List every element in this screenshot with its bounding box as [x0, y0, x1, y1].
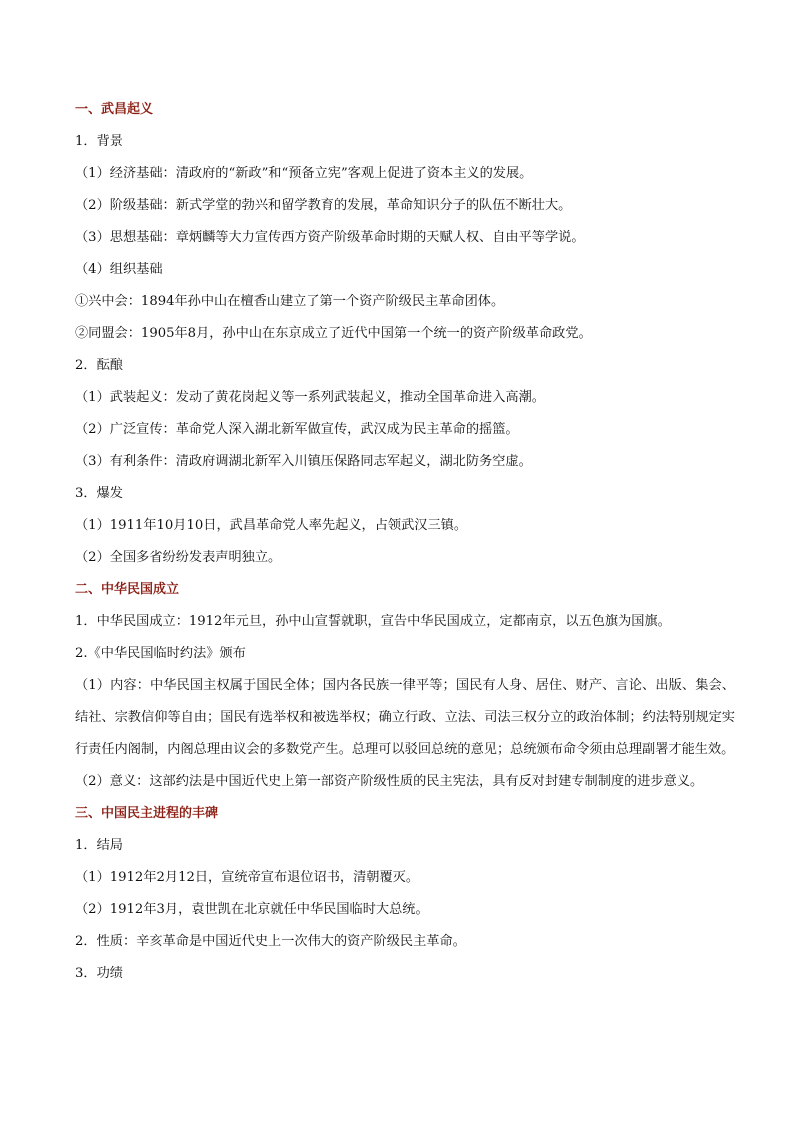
- text-line: （4）组织基础: [75, 262, 163, 277]
- text-line: （1）经济基础：清政府的“新政”和“预备立宪”客观上促进了资本主义的发展。: [75, 166, 533, 181]
- subheading-background: 1．背景: [75, 134, 123, 149]
- text-line: （1）1912年2月12日，宣统帝宣布退位诏书，清朝覆灭。: [75, 870, 420, 885]
- text-line: （3）思想基础：章炳麟等大力宣传西方资产阶级革命时期的天赋人权、自由平等学说。: [75, 230, 585, 245]
- text-line: （2）广泛宣传：革命党人深入湖北新军做宣传，武汉成为民主革命的摇篮。: [75, 422, 519, 437]
- text-line: （2）全国多省纷纷发表声明独立。: [75, 550, 282, 565]
- text-line: （2）1912年3月，袁世凯在北京就任中华民国临时大总统。: [75, 902, 429, 917]
- text-line: ②同盟会：1905年8月，孙中山在东京成立了近代中国第一个统一的资产阶级革命政党。: [75, 326, 592, 341]
- subheading-outbreak: 3．爆发: [75, 486, 123, 501]
- text-line: （2）阶级基础：新式学堂的勃兴和留学教育的发展，革命知识分子的队伍不断壮大。: [75, 198, 572, 213]
- section-heading-wuchang-uprising: 一、武昌起义: [75, 102, 154, 117]
- subheading-achievements: 3．功绩: [75, 966, 123, 981]
- section-heading-democracy-milestone: 三、中国民主进程的丰碑: [75, 806, 219, 821]
- subheading-outcome: 1．结局: [75, 838, 123, 853]
- text-line: （2）意义：这部约法是中国近代史上第一部资产阶级性质的民主宪法，具有反对封建专制制度的进步意义。: [75, 774, 704, 789]
- document-body: [75, 101, 735, 997]
- subheading-provisional-constitution: 2.《中华民国临时约法》颁布: [75, 646, 246, 661]
- text-line: （1）武装起义：发动了黄花岗起义等一系列武装起义，推动全国革命进入高潮。: [75, 390, 545, 405]
- text-line: ①兴中会：1894年孙中山在檀香山建立了第一个资产阶级民主革命团体。: [75, 294, 505, 309]
- constitution-content-paragraph: （1）内容：中华民国主权属于国民全体；国内各民族一律平等；国民有人身、居住、财产、言论、出版、集会、结社、宗教信仰等自由；国民有选举权和被选举权；确立行政、立法、司法三权分立的政治体制；约法特别规定实行责任内阁制，内阁总理由议会的多数党产生。总理可以驳回总统的意见；总统颁布命令须由总理副署才能生效。: [75, 678, 735, 757]
- text-line: （1）1911年10月10日，武昌革命党人率先起义，占领武汉三镇。: [75, 518, 468, 533]
- section-heading-roc-founding: 二、中华民国成立: [75, 582, 180, 597]
- text-line: 1．中华民国成立：1912年元旦，孙中山宣誓就职，宣告中华民国成立，定都南京，以五色旗为国旗。: [75, 614, 671, 629]
- text-line: 2．性质：辛亥革命是中国近代史上一次伟大的资产阶级民主革命。: [75, 934, 466, 949]
- subheading-brewing: 2．酝酿: [75, 358, 123, 373]
- text-line: （3）有利条件：清政府调湖北新军入川镇压保路同志军起义，湖北防务空虚。: [75, 454, 532, 469]
